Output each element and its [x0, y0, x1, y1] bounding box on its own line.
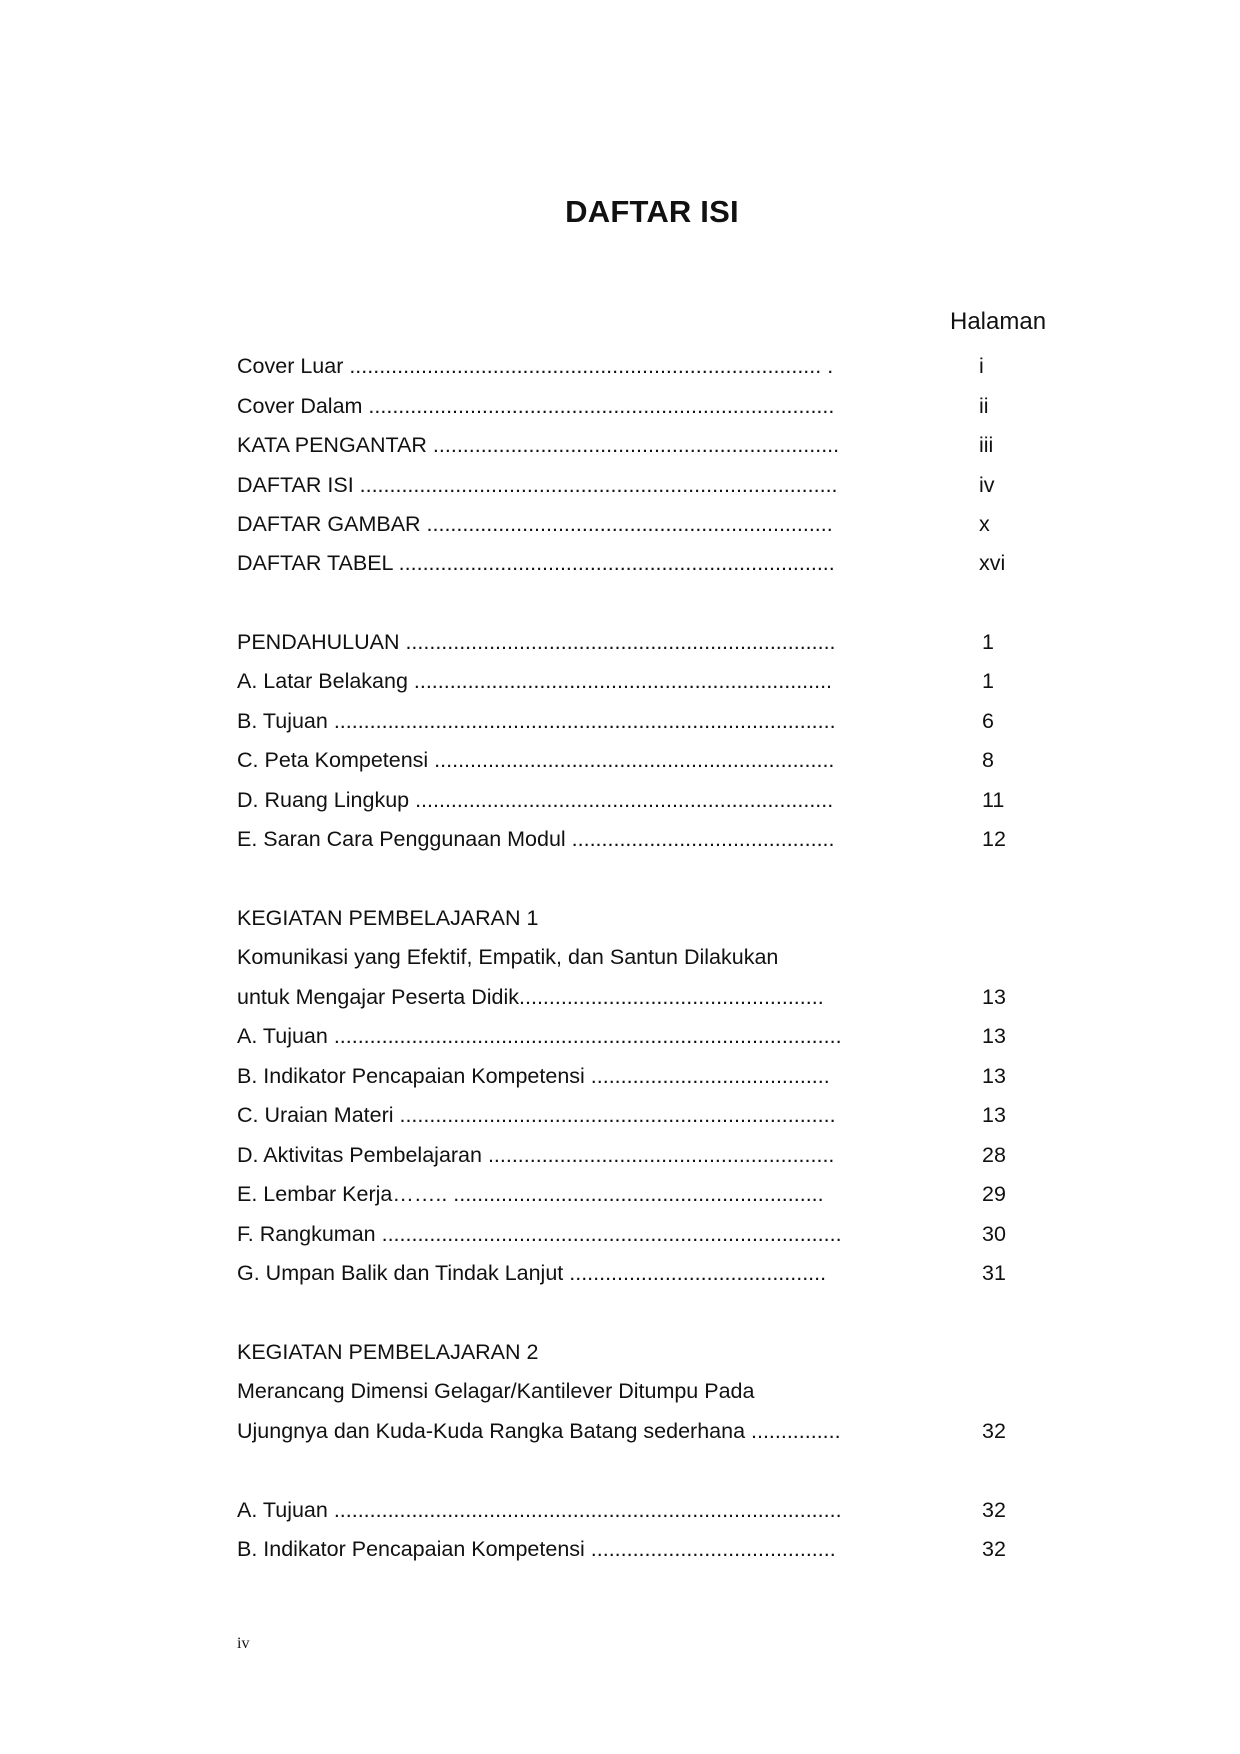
toc-entry-text: E. Saran Cara Penggunaan Modul ............................................: [237, 827, 835, 851]
toc-entry-text: Komunikasi yang Efektif, Empatik, dan Santun Dilakukan: [237, 945, 779, 969]
toc-entry-page: 6: [982, 709, 994, 733]
toc-entry-text: D. Ruang Lingkup ......................................................................: [237, 788, 834, 812]
toc-entry-text: B. Indikator Pencapaian Kompetensi ........................................: [237, 1064, 830, 1088]
toc-entry-text: A. Latar Belakang ......................................................................: [237, 669, 833, 693]
toc-entry-page: 1: [982, 669, 994, 693]
toc-entry-text: untuk Mengajar Peserta Didik...................................................: [237, 985, 824, 1009]
toc-entry-page: 8: [982, 748, 994, 772]
toc-entry-page: 12: [982, 827, 1006, 851]
toc-entry-page: 32: [982, 1498, 1006, 1522]
toc-entry-page: 29: [982, 1182, 1006, 1206]
toc-entry-text: Merancang Dimensi Gelagar/Kantilever Ditumpu Pada: [237, 1379, 755, 1403]
toc-entry-page: ii: [979, 394, 989, 418]
toc-entry-text: Cover Dalam ..............................................................................: [237, 394, 835, 418]
toc-entry-page: 30: [982, 1222, 1006, 1246]
toc-entry-text: B. Indikator Pencapaian Kompetensi .........................................: [237, 1537, 836, 1561]
toc-entry-text: KEGIATAN PEMBELAJARAN 2: [237, 1340, 539, 1364]
page-column-header: Halaman: [950, 308, 1047, 335]
toc-entry-page: 32: [982, 1537, 1006, 1561]
toc-entry-page: 13: [982, 1024, 1006, 1048]
toc-entry-page: 1: [982, 630, 994, 654]
toc-entry-text: DAFTAR ISI ................................................................................: [237, 473, 838, 497]
toc-entry-text: C. Uraian Materi .........................................................................: [237, 1103, 836, 1127]
toc-entry-text: DAFTAR TABEL .........................................................................: [237, 551, 835, 575]
toc-entry-text: A. Tujuan .....................................................................................: [237, 1498, 842, 1522]
toc-entry-text: G. Umpan Balik dan Tindak Lanjut ...........................................: [237, 1261, 827, 1285]
toc-entry-text: B. Tujuan ....................................................................................: [237, 709, 836, 733]
toc-entry-text: PENDAHULUAN ........................................................................: [237, 630, 836, 654]
toc-entry-text: KEGIATAN PEMBELAJARAN 1: [237, 906, 539, 930]
toc-entry-page: x: [979, 512, 990, 536]
toc-entry-text: Cover Luar ............................................................................... .: [237, 354, 834, 378]
toc-entry-page: 11: [982, 788, 1005, 812]
toc-entry-page: 13: [982, 1103, 1006, 1127]
toc-entry-page: xvi: [979, 551, 1006, 575]
toc-entry-text: F. Rangkuman .............................................................................: [237, 1222, 842, 1246]
toc-entry-page: 28: [982, 1143, 1006, 1167]
footer-page-number: iv: [237, 1635, 250, 1652]
toc-entry-page: iv: [979, 473, 995, 497]
toc-entry-page: 13: [982, 1064, 1006, 1088]
toc-entry-text: D. Aktivitas Pembelajaran ..........................................................: [237, 1143, 835, 1167]
toc-entry-text: E. Lembar Kerja…….. ..............................................................: [237, 1182, 824, 1206]
toc-entry-page: 32: [982, 1419, 1006, 1443]
toc-entry-text: C. Peta Kompetensi ...................................................................: [237, 748, 835, 772]
toc-entry-text: DAFTAR GAMBAR ....................................................................: [237, 512, 833, 536]
page-title: DAFTAR ISI: [565, 194, 739, 229]
toc-entry-text: A. Tujuan .....................................................................................: [237, 1024, 842, 1048]
toc-entry-page: i: [979, 354, 984, 378]
toc-entry-page: 31: [982, 1261, 1006, 1285]
toc-entry-text: Ujungnya dan Kuda-Kuda Rangka Batang sederhana ...............: [237, 1419, 841, 1443]
toc-entry-page: iii: [979, 433, 994, 457]
toc-entry-page: 13: [982, 985, 1006, 1009]
toc-entry-text: KATA PENGANTAR ....................................................................: [237, 433, 840, 457]
